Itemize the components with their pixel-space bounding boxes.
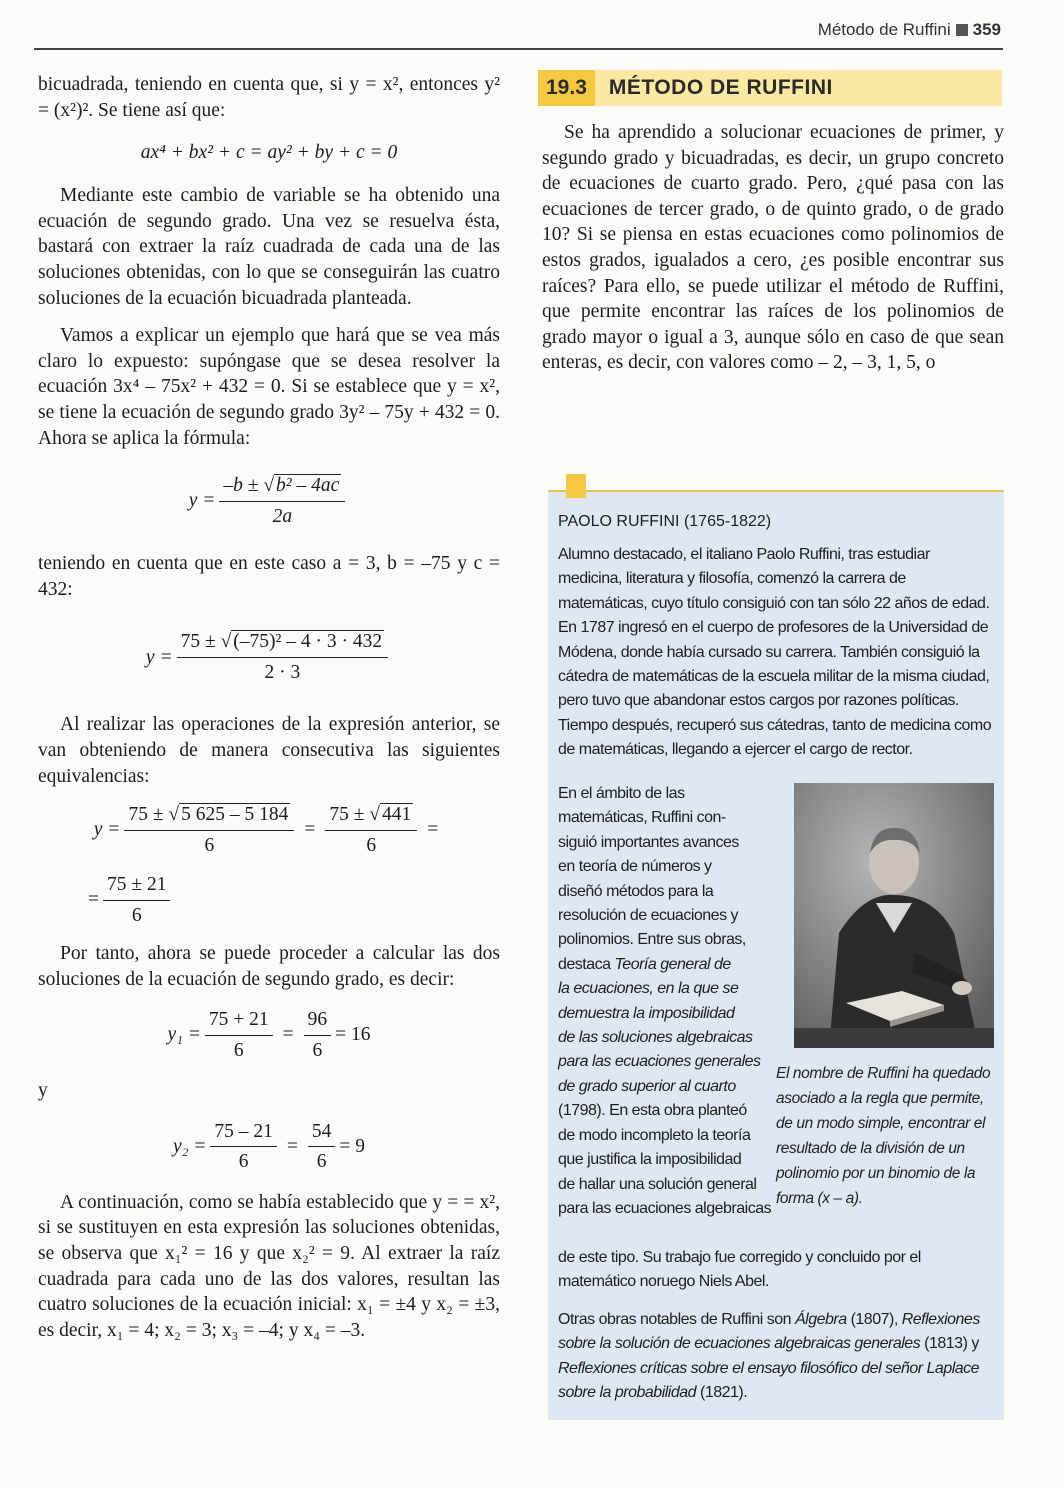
eq5-lhs: = xyxy=(88,889,99,911)
eq6-num2: 96 xyxy=(304,1007,332,1036)
eq6-den1: 6 xyxy=(233,1039,244,1061)
eq2-den: 2a xyxy=(272,505,293,527)
section-name: Método de Ruffini xyxy=(817,20,951,39)
eq7-num1: 75 – 21 xyxy=(210,1119,277,1148)
paragraph-6: Por tanto, ahora se puede proceder a calcular las dos soluciones de la ecuación de segundo grado, es decir: xyxy=(38,943,500,990)
eq6-result: = 16 xyxy=(335,1024,371,1046)
p3-text: Otras obras notables de Ruffini son xyxy=(558,1311,795,1328)
biography-title: PAOLO RUFFINI (1765-1822) xyxy=(558,513,772,530)
running-header xyxy=(818,20,1001,40)
eq4-num2: 75 ± xyxy=(329,804,365,825)
eq3-den: 2 · 3 xyxy=(264,661,301,683)
eq7-equals: = xyxy=(286,1136,298,1158)
eq7-fraction-1 xyxy=(210,1119,277,1175)
eq4-tail: = xyxy=(427,819,439,841)
eq4-fraction-1: $\frac{75 \pm √ 5 625 - 5 184}{6}$ xyxy=(124,802,294,858)
bio-destaca: destaca xyxy=(558,955,615,973)
paragraph-3: Vamos a explicar un ejemplo que hará que se vea más claro lo expuesto: supóngase que se desea resolver la ecuación 3x⁴ – 75x² + 432 = 0. Si se establece que y = x², se tiene la ecuación de segundo grado 3y² – 75y + 432 = 0. Ahora se aplica la fórmula: xyxy=(38,325,500,449)
conjunction-y: y xyxy=(38,1080,48,1102)
square-bullet-icon xyxy=(956,24,968,36)
work-title-line: la ecuaciones, en la que se xyxy=(558,980,739,998)
eq4-num1: 75 ± xyxy=(128,804,164,825)
eq6-fraction-2 xyxy=(304,1007,332,1063)
portrait-illustration xyxy=(794,783,994,1048)
eq4-fraction-2: $\frac{75 \pm √ 441}{6}$ xyxy=(325,802,417,858)
left-column xyxy=(38,72,500,1343)
work-title-line: Teoría general de xyxy=(614,955,731,973)
bio-line: de hallar una solución general xyxy=(558,1175,757,1193)
bio-line: siguió importantes avances xyxy=(558,833,739,851)
bio-line: para las ecuaciones algebraicas xyxy=(558,1199,772,1217)
work-title-line: de las soluciones algebraicas xyxy=(558,1029,753,1047)
right-paragraph-1: Se ha aprendido a solucionar ecuaciones de primer, y segundo grado y bicuadradas, es decir, un grupo concreto de ecuaciones de cuarto grado. Pero, ¿qué pasa con las ecuaciones de tercer grado, o de quinto grado, o de grado 10? Si se piensa en estas ecuaciones como polinomios de estos grados, igualados a cero, ¿es posible encontrar sus raíces? Para ello, se puede utilizar el método de Ruffini, que permite encontrar las raíces de los polinomios de grado mayor o igual a 3, aunque sólo en caso de que sean enteras, es decir, con valores como – 2, – 3, 1, 5, o xyxy=(542,122,1004,374)
eq4-lhs: y = xyxy=(93,819,121,841)
eq3-num: 75 ± xyxy=(180,631,216,653)
work-reflexiones: Reflexiones sobre la solución de ecuaciones algebraicas generales xyxy=(558,1311,980,1353)
biography-box-rule xyxy=(548,490,1004,492)
eq6-fraction-1 xyxy=(205,1007,273,1063)
eq6-den2: 6 xyxy=(312,1039,323,1061)
eq5-den: 6 xyxy=(131,904,142,926)
bio-line: en teoría de números y xyxy=(558,858,712,876)
equation-substituted xyxy=(38,602,500,712)
bio-line: resolución de ecuaciones y xyxy=(558,907,739,925)
eq2-num: –b ± xyxy=(223,475,259,497)
eq5-num: 75 ± 21 xyxy=(103,872,170,901)
ruffini-portrait xyxy=(794,783,994,1048)
paragraph-5: Al realizar las operaciones de la expresión anterior, se van obteniendo de manera consecutiva las siguientes equivalencias: xyxy=(38,714,500,787)
bio-line: En el ámbito de las xyxy=(558,785,685,802)
eq7-den1: 6 xyxy=(238,1151,249,1173)
p3-text: (1807), xyxy=(846,1311,902,1328)
eq4-equals: = xyxy=(304,819,316,841)
bio-line: matemáticas, Ruffini con- xyxy=(558,809,726,827)
biography-paragraph-1: Alumno destacado, el italiano Paolo Ruffini, tras estudiar medicina, literatura y filosofía, comenzó la carrera de matemáticas, cuyo título consiguió con tan sólo 22 años de edad. En 1787 ingresó en el cuerpo de profesores de la Universidad de Módena, donde había cursado su carrera. También consiguió la cátedra de matemáticas de la escuela militar de la misma ciudad, pero tuvo que abandonar estos cargos por razones políticas. Tiempo después, recuperó sus cátedras, tanto de medicina como de matemáticas, llegando a ejercer el cargo de rector. xyxy=(558,546,992,759)
bio-line: de modo incompleto la teoría xyxy=(558,1126,751,1144)
p3-text: (1821). xyxy=(696,1384,748,1402)
paragraph-4: teniendo en cuenta que en este caso a = 3, b = –75 y c = 432: xyxy=(38,553,500,600)
bio-line: que justifica la imposibilidad xyxy=(558,1151,742,1169)
equation-steps-2 xyxy=(38,871,500,929)
work-algebra: Álgebra xyxy=(794,1311,847,1328)
equation-y1 xyxy=(38,992,500,1078)
bio-line: (1798). En esta obra planteó xyxy=(558,1102,747,1120)
bio-line: polinomios. Entre sus obras, xyxy=(558,931,746,949)
portrait-caption: El nombre de Ruffini ha quedado asociado a la regla que permite, de un modo simple, encontrar el resultado de la división de un polinomio por un binomio de la forma (x – a). xyxy=(776,1065,991,1207)
section-number: 19.3 xyxy=(538,70,595,106)
eq3-fraction: $\frac{\text{75 ± √ (–75)² – 4 · 3 · 432}}{2 \cdot 3}$ xyxy=(177,629,388,685)
eq7-num2: 54 xyxy=(308,1119,336,1148)
eq4-den1: 6 xyxy=(204,834,215,856)
eq2-root: b² – 4ac xyxy=(276,475,340,497)
eq4-root1: 5 625 – 5 184 xyxy=(181,804,289,825)
eq7-fraction-2 xyxy=(308,1119,336,1175)
page-number: 359 xyxy=(972,20,1001,39)
eq2-fraction: $\frac{\text{–b ± √ b² – 4ac}}{2a}$ xyxy=(219,473,345,529)
biography-box-tab xyxy=(566,474,586,498)
work-title-line: demuestra la imposibilidad xyxy=(558,1004,735,1022)
eq3-lhs: y = xyxy=(145,646,173,668)
work-reflexiones-criticas: Reflexiones críticas sobre el ensayo filosófico del señor Laplace sobre la probabilidad xyxy=(558,1359,980,1402)
equation-y2 xyxy=(38,1104,500,1190)
paragraph-1: bicuadrada, teniendo en cuenta que, si y = x², entonces y² = (x²)². Se tiene así que: xyxy=(38,74,500,121)
biography-paragraph-3 xyxy=(558,1308,996,1406)
eq7-result: = 9 xyxy=(339,1136,366,1158)
biography-paragraph-2 xyxy=(558,782,788,1221)
bio-line: diseñó métodos para la xyxy=(558,882,714,900)
eq6-equals: = xyxy=(282,1024,294,1046)
eq6-lhs: y₁ = xyxy=(167,1024,201,1046)
header-rule xyxy=(34,48,1003,50)
work-title-line: para las ecuaciones generales xyxy=(558,1053,761,1071)
eq2-lhs: y = xyxy=(188,490,216,512)
eq4-den2: 6 xyxy=(366,834,377,856)
paragraph-7: A continuación, como se había establecido que y = = x², si se sustituyen en esta expresión las soluciones obtenidas, se observa que x₁² = 16 y que x₂² = 9. Al extraer la raíz cuadrada para cada uno de las dos valores, resultan las cuatro soluciones de la ecuación inicial: x₁ = ±4 y x₂ = ±3, es decir, x₁ = 4; x₂ = 3; x₃ = –4; y x₄ = –3. xyxy=(38,1191,500,1341)
work-title-line: de grado superior al cuarto xyxy=(558,1077,736,1095)
eq3-root: (–75)² – 4 · 3 · 432 xyxy=(233,631,383,653)
right-column xyxy=(542,120,1004,376)
eq4-root2: 441 xyxy=(382,804,412,825)
section-title: MÉTODO DE RUFFINI xyxy=(608,76,833,99)
eq7-den2: 6 xyxy=(316,1151,327,1173)
equation-steps xyxy=(38,789,500,871)
p3-text: (1813) y xyxy=(920,1335,979,1353)
eq5-fraction xyxy=(103,872,170,928)
biography-paragraph-2-end: de este tipo. Su trabajo fue corregido y concluido por el matemático noruego Niels Abel. xyxy=(558,1249,921,1291)
paragraph-2: Mediante este cambio de variable se ha obtenido una ecuación de segundo grado. Una vez se resuelva ésta, bastará con extraer la raíz cuadrada de cada una de las soluciones obtenidas, con lo que se conseguirán las cuatro soluciones de la ecuación bicuadrada planteada. xyxy=(38,185,500,309)
equation-biquadratic: ax⁴ + bx² + c = ay² + by + c = 0 xyxy=(140,142,398,164)
eq6-num1: 75 + 21 xyxy=(205,1007,273,1036)
eq7-lhs: y₂ = xyxy=(172,1136,207,1158)
equation-quadratic-formula xyxy=(38,451,500,551)
section-heading xyxy=(538,70,1002,106)
